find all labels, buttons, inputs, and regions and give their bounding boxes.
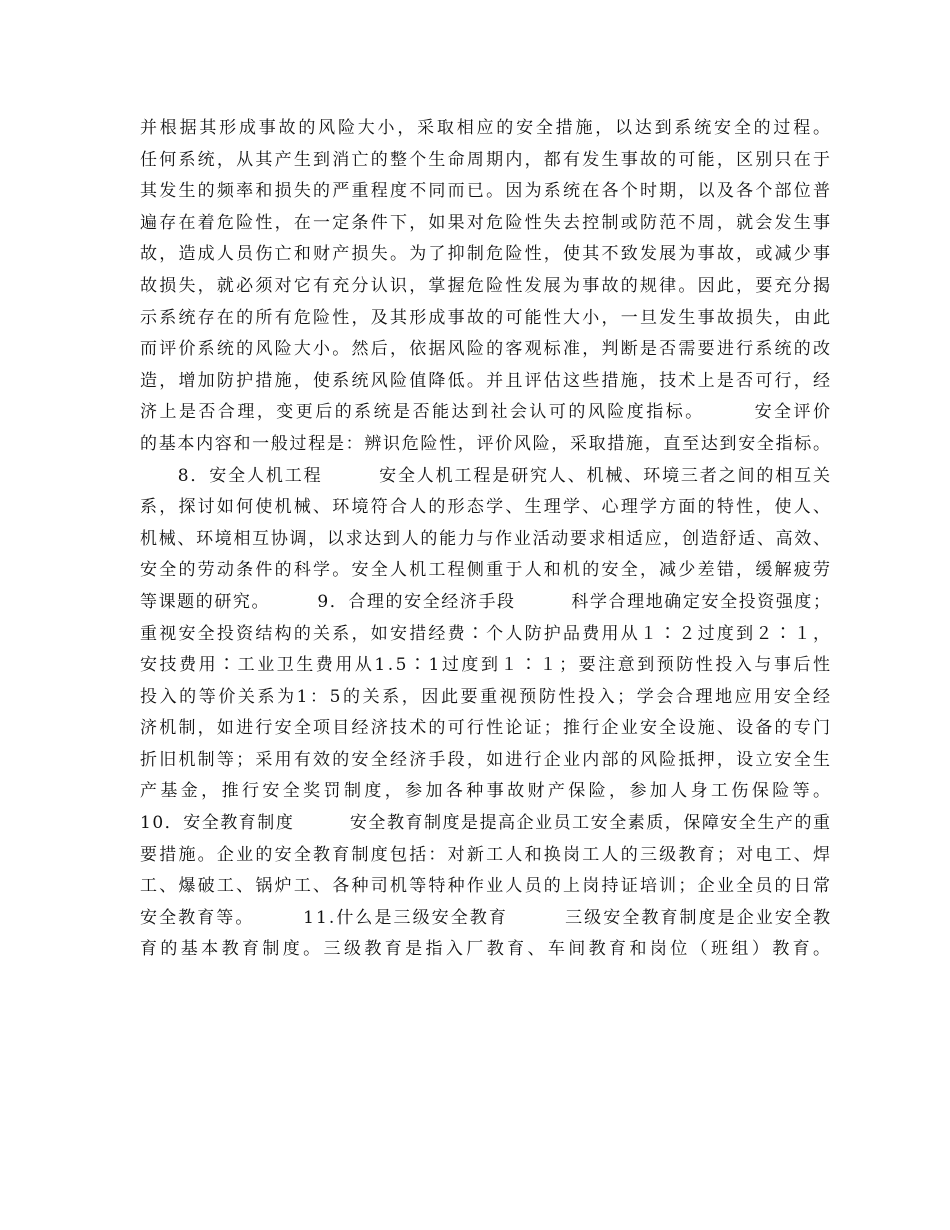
text-line: 产基金，推行安全奖罚制度，参加各种事故财产保险，参加人身工伤保险等。: [140, 781, 834, 802]
text-line: 折旧机制等；采用有效的安全经济手段，如进行企业内部的风险抵押，设立安全生: [140, 749, 833, 770]
text-line: 8．安全人机工程 安全人机工程是研究人、机械、环境三者之间的相互关: [140, 465, 832, 486]
text-line: 工、爆破工、锅炉工、各种司机等特种作业人员的上岗持证培训；企业全员的日常: [140, 876, 833, 897]
text-line: 示系统存在的所有危险性，及其形成事故的可能性大小，一旦发生事故损失，由此: [140, 307, 833, 328]
text-line: 安全的劳动条件的科学。安全人机工程侧重于人和机的安全，减少差错，缓解疲劳: [140, 560, 833, 581]
text-line: 遍存在着危险性，在一定条件下，如果对危险性失去控制或防范不周，就会发生事: [140, 212, 833, 233]
text-line: 济机制，如进行安全项目经济技术的可行性论证；推行企业安全设施、设备的专门: [140, 718, 833, 739]
text-line: 要措施。企业的安全教育制度包括：对新工人和换岗工人的三级教育；对电工、焊: [140, 844, 833, 865]
text-line: 投入的等价关系为1：5的关系，因此要重视预防性投入；学会合理地应用安全经: [140, 686, 833, 707]
text-line: 济上是否合理，变更后的系统是否能达到社会认可的风险度指标。 安全评价: [140, 402, 833, 423]
text-line: 10．安全教育制度 安全教育制度是提高企业员工安全素质，保障安全生产的重: [140, 813, 832, 834]
text-line: 的基本内容和一般过程是：辨识危险性，评价风险，采取措施，直至达到安全指标。: [140, 433, 832, 454]
text-line: 机械、环境相互协调，以求达到人的能力与作业活动要求相适应，创造舒适、高效、: [140, 528, 832, 549]
text-line: 系，探讨如何使机械、环境符合人的形态学、生理学、心理学方面的特性，使人、: [140, 497, 833, 518]
text-line: 等课题的研究。 9．合理的安全经济手段 科学合理地确定安全投资强度；: [140, 591, 832, 612]
text-line: 安技费用∶工业卫生费用从1.5∶1过度到１∶１；要注意到预防性投入与事后性: [140, 655, 833, 676]
text-line: 安全教育等。 11.什么是三级安全教育 三级安全教育制度是企业安全教: [140, 907, 833, 928]
text-line: 任何系统，从其产生到消亡的整个生命周期内，都有发生事故的可能，区别只在于: [140, 149, 833, 170]
text-line: 造，增加防护措施，使系统风险值降低。并且评估这些措施，技术上是否可行，经: [140, 370, 833, 391]
text-line: 而评价系统的风险大小。然后，依据风险的客观标准，判断是否需要进行系统的改: [140, 339, 833, 360]
text-line: 并根据其形成事故的风险大小，采取相应的安全措施，以达到系统安全的过程。: [140, 118, 833, 138]
text-line: 故损失，就必须对它有充分认识，掌握危险性发展为事故的规律。因此，要充分揭: [140, 275, 833, 296]
body-text: [140, 113, 834, 966]
text-line: 其发生的频率和损失的严重程度不同而已。因为系统在各个时期，以及各个部位普: [140, 181, 833, 202]
text-line: 重视安全投资结构的关系，如安措经费∶个人防护品费用从１∶２过度到２∶１，: [140, 623, 833, 644]
text-line: 育的基本教育制度。三级教育是指入厂教育、车间教育和岗位（班组）教育。: [140, 939, 834, 960]
text-line: 故，造成人员伤亡和财产损失。为了抑制危险性，使其不致发展为事故，或减少事: [140, 244, 833, 265]
